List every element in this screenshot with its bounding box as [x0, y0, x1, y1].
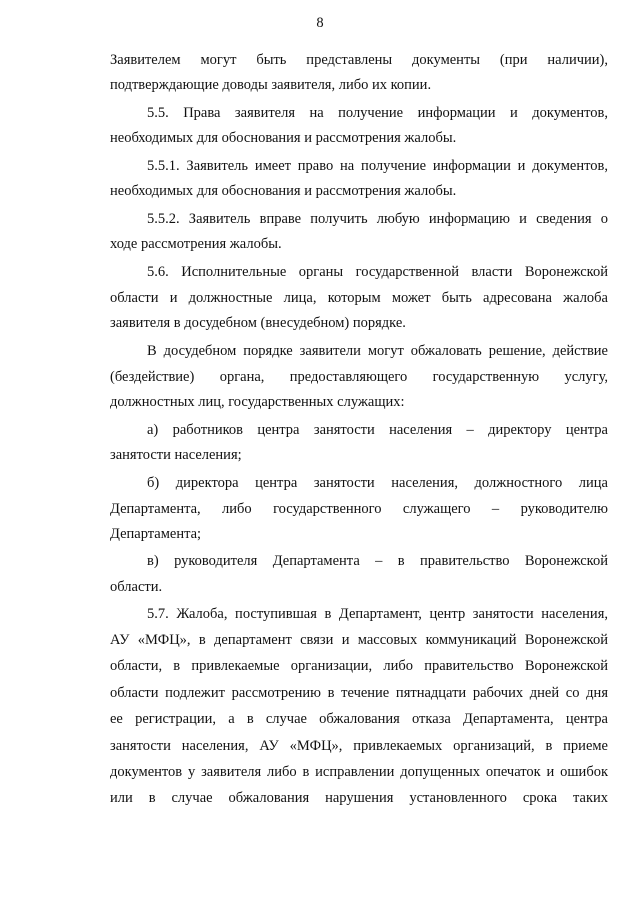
text-line: области и должностные лица, которым может быть адресована жалоба: [110, 290, 608, 306]
text-line: необходимых для обоснования и рассмотрения жалобы.: [110, 130, 457, 146]
text-line: 5.5.2. Заявитель вправе получить любую информацию и сведения о: [147, 211, 608, 227]
text-line: ходе рассмотрения жалобы.: [110, 236, 282, 252]
text-line: подтверждающие доводы заявителя, либо их копии.: [110, 77, 432, 93]
text-line: документов у заявителя либо в исправлении допущенных опечаток и ошибок: [110, 764, 608, 780]
text-line: занятости населения, АУ «МФЦ», привлекаемых организаций, в приеме: [110, 738, 608, 754]
text-line: области, в привлекаемые организации, либо правительство Воронежской: [110, 658, 608, 674]
text-line: ее регистрации, а в случае обжалования отказа Департамента, центра: [110, 711, 608, 727]
text-line: заявителя в досудебном (внесудебном) порядке.: [110, 315, 406, 331]
text-line: занятости населения;: [110, 447, 242, 463]
text-line: (бездействие) органа, предоставляющего государственную услугу,: [110, 369, 608, 385]
text-line: или в случае обжалования нарушения установленного срока таких: [110, 790, 608, 806]
text-line: должностных лиц, государственных служащих:: [110, 394, 405, 410]
text-line: Департамента;: [110, 526, 202, 542]
text-line: В досудебном порядке заявители могут обжаловать решение, действие: [147, 343, 608, 359]
text-line: 5.6. Исполнительные органы государственной власти Воронежской: [147, 264, 608, 280]
text-line: 5.5.1. Заявитель имеет право на получение информации и документов,: [147, 158, 608, 174]
text-line: необходимых для обоснования и рассмотрения жалобы.: [110, 183, 457, 199]
page-number: 8: [316, 15, 324, 31]
text-line: б) директора центра занятости населения, должностного лица: [147, 475, 608, 491]
text-line: 5.5. Права заявителя на получение информации и документов,: [147, 105, 608, 121]
text-line: в) руководителя Департамента – в правительство Воронежской: [147, 553, 608, 569]
text-line: области.: [110, 579, 163, 595]
text-line: области подлежит рассмотрению в течение пятнадцати рабочих дней со дня: [110, 685, 608, 701]
text-line: Заявителем могут быть представлены документы (при наличии),: [110, 52, 608, 68]
text-line: 5.7. Жалоба, поступившая в Департамент, центр занятости населения,: [147, 606, 608, 622]
text-line: а) работников центра занятости населения – директору центра: [147, 422, 608, 438]
text-line: АУ «МФЦ», в департамент связи и массовых коммуникаций Воронежской: [110, 632, 608, 648]
text-line: Департамента, либо государственного служащего – руководителю: [110, 501, 608, 517]
